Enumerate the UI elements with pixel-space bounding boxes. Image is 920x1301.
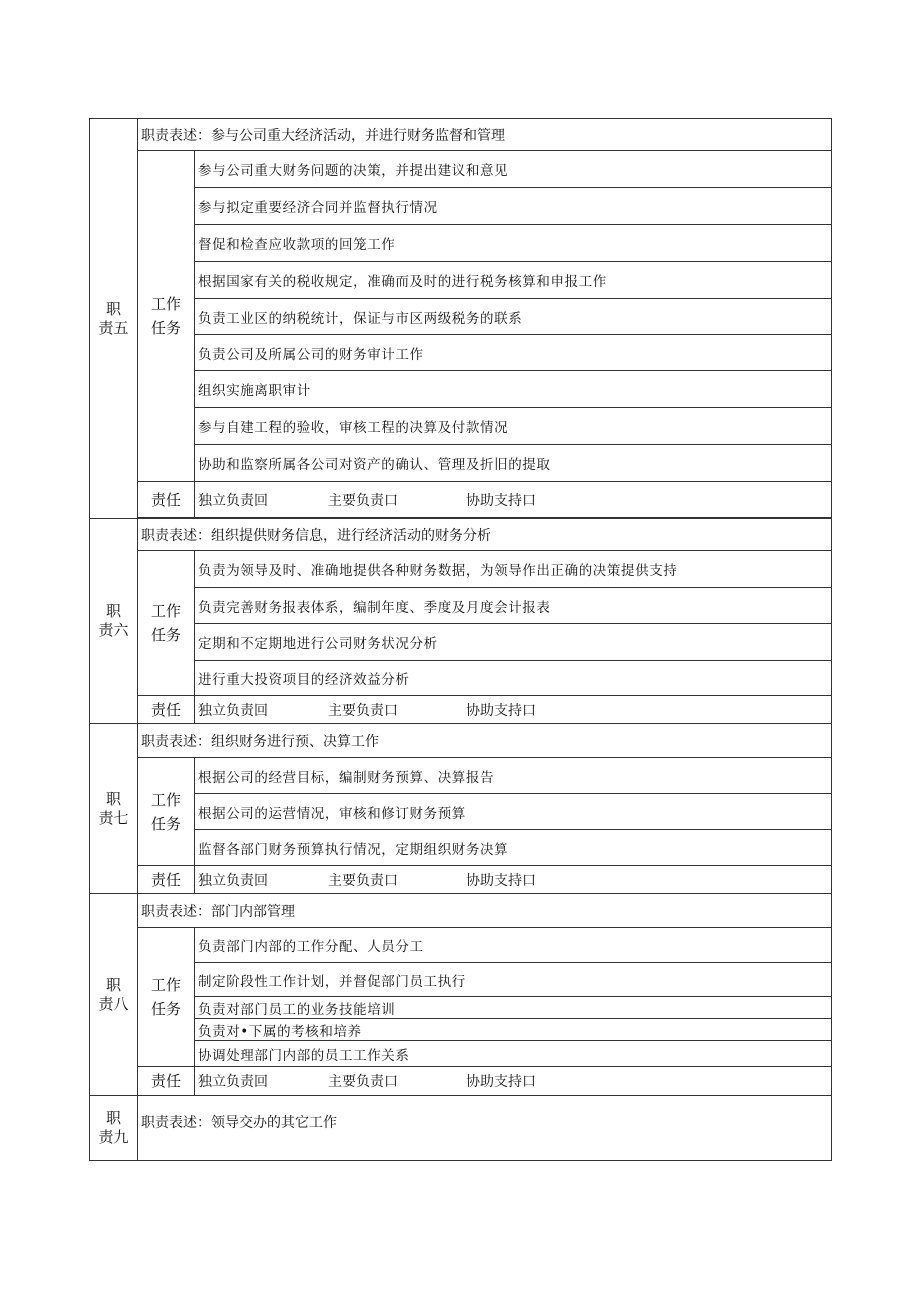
task-item: 协助和监察所属各公司对资产的确认、管理及折旧的提取 — [195, 445, 832, 482]
section-5-description: 职责表述：参与公司重大经济活动，并进行财务监督和管理 — [138, 119, 832, 151]
resp-assist: 协助支持口 — [466, 1074, 536, 1090]
task-item: 负责对•下属的考核和培养 — [195, 1019, 832, 1041]
resp-main: 主要负责口 — [328, 1074, 398, 1090]
section-7-duty-label: 职 责七 — [90, 724, 138, 894]
section-5-responsibility-row — [90, 482, 832, 518]
task-item: 参与拟定重要经济合同并监督执行情况 — [195, 188, 832, 225]
task-item: 督促和检查应收款项的回笼工作 — [195, 225, 832, 262]
task-item: 根据公司的运营情况，审核和修订财务预算 — [195, 794, 832, 830]
section-5-description-row — [90, 119, 832, 151]
resp-assist: 协助支持口 — [466, 492, 536, 509]
task-item: 定期和不定期地进行公司财务状况分析 — [195, 624, 832, 661]
section-8-resp-label: 责任 — [138, 1067, 195, 1096]
section-5-task-label: 工作 任务 — [138, 151, 195, 482]
resp-assist: 协助支持口 — [466, 702, 536, 719]
section-8-task-label: 工作 任务 — [138, 928, 195, 1067]
section-8-description: 职责表述：部门内部管理 — [138, 894, 832, 928]
task-item: 根据公司的经营目标，编制财务预算、决算报告 — [195, 758, 832, 794]
task-item: 负责为领导及时、准确地提供各种财务数据，为领导作出正确的决策提供支持 — [195, 551, 832, 588]
responsibility-options — [195, 866, 832, 894]
section-6-duty-label: 职 责六 — [90, 519, 138, 724]
resp-independent: 独立负责回 — [198, 702, 268, 719]
section-6-task-label: 工作 任务 — [138, 551, 195, 696]
task-item: 负责公司及所属公司的财务审计工作 — [195, 335, 832, 371]
resp-independent: 独立负责回 — [198, 1074, 268, 1090]
section-9-duty-label: 职 责九 — [90, 1096, 138, 1161]
task-item: 负责完善财务报表体系，编制年度、季度及月度会计报表 — [195, 588, 832, 624]
task-item: 负责部门内部的工作分配、人员分工 — [195, 928, 832, 963]
task-item: 参与自建工程的验收，审核工程的决算及付款情况 — [195, 408, 832, 445]
task-item: 进行重大投资项目的经济效益分析 — [195, 661, 832, 696]
resp-main: 主要负责口 — [328, 492, 398, 509]
resp-independent: 独立负责回 — [198, 492, 268, 509]
resp-main: 主要负责口 — [328, 872, 398, 889]
section-5-duty-label: 职 责五 — [90, 119, 138, 519]
task-item: 制定阶段性工作计划，并督促部门员工执行 — [195, 963, 832, 997]
task-item: 负责工业区的纳税统计，保证与市区两级税务的联系 — [195, 299, 832, 335]
section-9-description: 职责表述：领导交办的其它工作 — [138, 1096, 832, 1161]
duties-document — [89, 118, 831, 1161]
task-item: 监督各部门财务预算执行情况，定期组织财务决算 — [195, 830, 832, 866]
task-item: 负责对部门员工的业务技能培训 — [195, 997, 832, 1019]
section-5-resp-label: 责任 — [138, 482, 195, 518]
section-6-resp-label: 责任 — [138, 696, 195, 724]
section-6-description: 职责表述：组织提供财务信息，进行经济活动的财务分析 — [138, 519, 832, 551]
section-7-description: 职责表述：组织财务进行预、决算工作 — [138, 724, 832, 758]
resp-independent: 独立负责回 — [198, 872, 268, 889]
duties-table — [89, 118, 832, 1161]
task-item: 组织实施离职审计 — [195, 371, 832, 408]
resp-main: 主要负责口 — [328, 702, 398, 719]
responsibility-options — [195, 482, 832, 518]
task-item: 协调处理部门内部的员工工作关系 — [195, 1041, 832, 1067]
task-item: 根据国家有关的税收规定，准确而及时的进行税务核算和申报工作 — [195, 262, 832, 299]
section-7-resp-label: 责任 — [138, 866, 195, 894]
responsibility-options — [195, 696, 832, 724]
responsibility-options — [195, 1067, 832, 1096]
section-8-duty-label: 职 责八 — [90, 894, 138, 1096]
resp-assist: 协助支持口 — [466, 872, 536, 889]
task-item: 参与公司重大财务问题的决策，并提出建议和意见 — [195, 151, 832, 188]
section-7-task-label: 工作 任务 — [138, 758, 195, 866]
